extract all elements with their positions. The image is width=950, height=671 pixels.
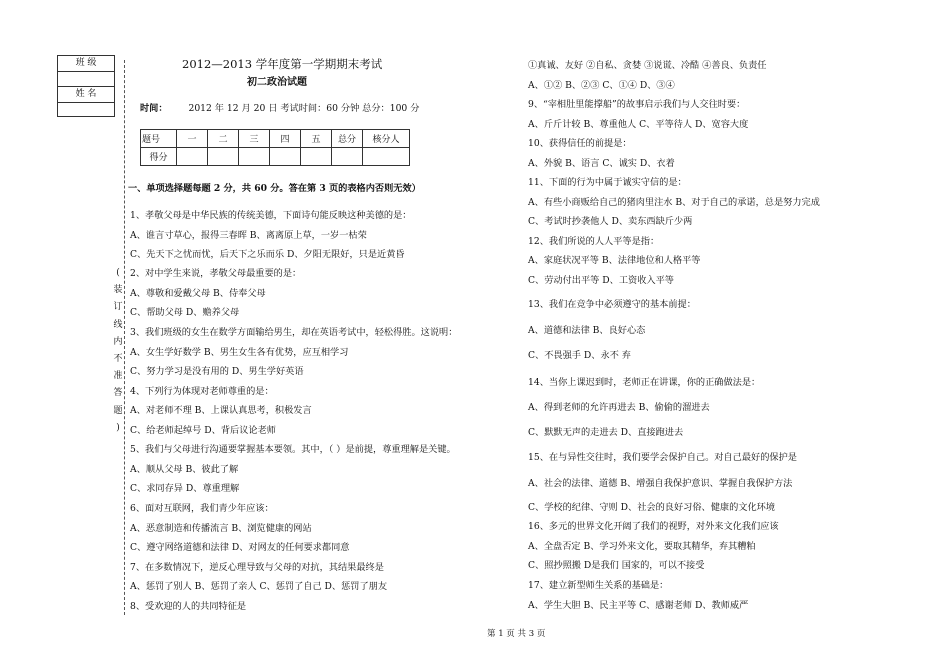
question-line: C、劳动付出平等 D、工资收入平等 — [528, 275, 674, 286]
question-line: 7、在多数情况下，逆反心理导致与父母的对抗，其结果最终是 — [130, 562, 384, 573]
question-line: 10、获得信任的前提是： — [528, 138, 632, 149]
binding-notice-char: 答 — [113, 388, 123, 399]
question-line: A、全盘否定 B、学习外来文化，要取其精华，弃其糟粕 — [528, 541, 756, 552]
binding-notice-char: 内 — [113, 336, 123, 347]
score-cell[interactable] — [270, 148, 301, 166]
question-line: 14、当你上课迟到时，老师正在讲课，你的正确做法是： — [528, 377, 761, 388]
score-table-header-cell: 核分人 — [363, 130, 410, 148]
score-table-header-cell: 一 — [177, 130, 208, 148]
question-line: 13、我们在竞争中必须遵守的基本前提： — [528, 299, 696, 310]
question-line: 4、下列行为体现对老师尊重的是： — [130, 386, 274, 397]
name-field[interactable] — [58, 103, 114, 119]
score-row-label: 得分 — [141, 148, 177, 166]
binding-notice-char: 不 — [113, 354, 123, 365]
question-line: 8、受欢迎的人的共同特征是 — [130, 601, 247, 612]
binding-notice — [112, 265, 124, 437]
score-table-header-cell: 二 — [208, 130, 239, 148]
question-line: C、照抄照搬 D是我们 国家的，可以不接受 — [528, 560, 705, 571]
question-line: A、有些小商贩给自己的猪肉里注水 B、对于自己的承诺，总是努力完成 — [528, 197, 820, 208]
question-line: 12、我们所说的人人平等是指： — [528, 236, 660, 247]
question-line: A、谁言寸草心，报得三春晖 B、离离原上草，一岁一枯荣 — [130, 230, 367, 241]
question-line: A、惩罚了别人 B、惩罚了亲人 C、惩罚了自己 D、惩罚了朋友 — [130, 581, 388, 592]
binding-line — [124, 60, 125, 615]
name-label: 姓 名 — [58, 87, 114, 103]
binding-notice-char: 装 — [113, 285, 123, 296]
question-line: A、斤斤计较 B、尊重他人 C、平等待人 D、宽容大度 — [528, 119, 749, 130]
score-table-header-cell: 总分 — [332, 130, 363, 148]
score-table-header-cell: 五 — [301, 130, 332, 148]
class-field[interactable] — [58, 72, 114, 88]
score-cell[interactable] — [301, 148, 332, 166]
question-line: C、帮助父母 D、赡养父母 — [130, 307, 240, 318]
question-line: 16、多元的世界文化开阔了我们的视野，对外来文化我们应该 — [528, 521, 779, 532]
question-line: 6、面对互联网，我们青少年应该： — [130, 503, 274, 514]
question-line: A、对老师不理 B、上课认真思考，积极发言 — [130, 405, 312, 416]
score-table — [140, 129, 410, 166]
question-line: A、外貌 B、语言 C、诚实 D、衣着 — [528, 158, 675, 169]
question-line: A、恶意制造和传播流言 B、浏览健康的网站 — [130, 523, 312, 534]
score-table-header-cell: 四 — [270, 130, 301, 148]
section-one-heading: 一、单项选择题每题 2 分，共 60 分。答在第 3 页的表格内否则无效） — [128, 183, 421, 194]
question-line: A、尊敬和爱戴父母 B、侍奉父母 — [130, 288, 266, 299]
question-line: A、社会的法律、道德 B、增强自我保护意识、掌握自我保护方法 — [528, 478, 793, 489]
exam-subtitle: 初二政治试题 — [247, 77, 307, 88]
binding-notice-char: 题 — [113, 405, 123, 416]
question-line: A、家庭状况平等 B、法律地位和人格平等 — [528, 255, 701, 266]
question-line: C、默默无声的走进去 D、直接跑进去 — [528, 427, 684, 438]
question-line: A、①② B、②③ C、①④ D、③④ — [528, 80, 675, 91]
question-line: A、顺从父母 B、彼此了解 — [130, 464, 239, 475]
question-line: 2、对中学生来说，孝敬父母最重要的是： — [130, 268, 302, 279]
score-cell[interactable] — [239, 148, 270, 166]
question-line: A、道德和法律 B、良好心态 — [528, 325, 646, 336]
score-table-header-cell: 三 — [239, 130, 270, 148]
meta-label: 时间： — [140, 103, 168, 114]
score-cell[interactable] — [177, 148, 208, 166]
binding-notice-char: ( — [116, 268, 120, 278]
question-line: ①真诚、友好 ②自私、贪婪 ③说谎、冷酷 ④善良、负责任 — [528, 60, 767, 71]
question-line: 1、孝敬父母是中华民族的传统美德，下面诗句能反映这种美德的是： — [130, 210, 412, 221]
question-line: C、给老师起绰号 D、背后议论老师 — [130, 425, 276, 436]
question-line: 5、我们与父母进行沟通要掌握基本要领。其中，（ ）是前提，尊重理解是关键。 — [130, 444, 456, 455]
question-line: 3、我们班级的女生在数学方面输给男生，却在英语考试中，轻松得胜。这说明： — [130, 327, 458, 338]
question-line: C、遵守网络道德和法律 D、对网友的任何要求都同意 — [130, 542, 350, 553]
score-cell[interactable] — [332, 148, 363, 166]
question-line: A、得到老师的允许再进去 B、偷偷的溜进去 — [528, 402, 710, 413]
question-line: C、努力学习是没有用的 D、男生学好英语 — [130, 366, 304, 377]
exam-title: 2012—2013 学年度第一学期期末考试 — [182, 57, 383, 71]
binding-notice-char: 订 — [113, 302, 123, 313]
score-cell[interactable] — [363, 148, 410, 166]
question-line: C、先天下之忧而忧，后天下之乐而乐 D、夕阳无限好，只是近黄昏 — [130, 249, 405, 260]
page-footer: 第 1 页 共 3 页 — [487, 629, 546, 639]
question-line: A、学生大胆 B、民主平等 C、感谢老师 D、教师威严 — [528, 600, 749, 611]
binding-notice-char: 准 — [113, 371, 123, 382]
question-line: 17、建立新型师生关系的基础是： — [528, 580, 669, 591]
class-label: 班 级 — [58, 56, 114, 72]
question-line: C、学校的纪律、守则 D、社会的良好习俗、健康的文化环境 — [528, 502, 776, 513]
student-info-box — [57, 55, 115, 117]
meta-value: 2012 年 12 月 20 日 考试时间：60 分钟 总分：100 分 — [188, 103, 420, 114]
exam-meta — [140, 100, 419, 114]
question-line: C、考试时抄袭他人 D、卖东西缺斤少两 — [528, 216, 693, 227]
question-line: 11、下面的行为中属于诚实守信的是： — [528, 177, 687, 188]
score-cell[interactable] — [208, 148, 239, 166]
question-line: 15、在与异性交往时，我们要学会保护自己。对自己最好的保护是 — [528, 452, 797, 463]
binding-notice-char: 线 — [113, 319, 123, 330]
score-table-header-cell: 题号 — [141, 130, 177, 148]
question-line: A、女生学好数学 B、男生女生各有优势，应互相学习 — [130, 347, 349, 358]
question-line: C、不畏强手 D、永不 弃 — [528, 350, 631, 361]
question-line: C、求同存异 D、尊重理解 — [130, 483, 240, 494]
binding-notice-char: ) — [116, 422, 120, 433]
question-line: 9、“宰相肚里能撑船”的故事启示我们与人交往时要： — [528, 99, 746, 110]
